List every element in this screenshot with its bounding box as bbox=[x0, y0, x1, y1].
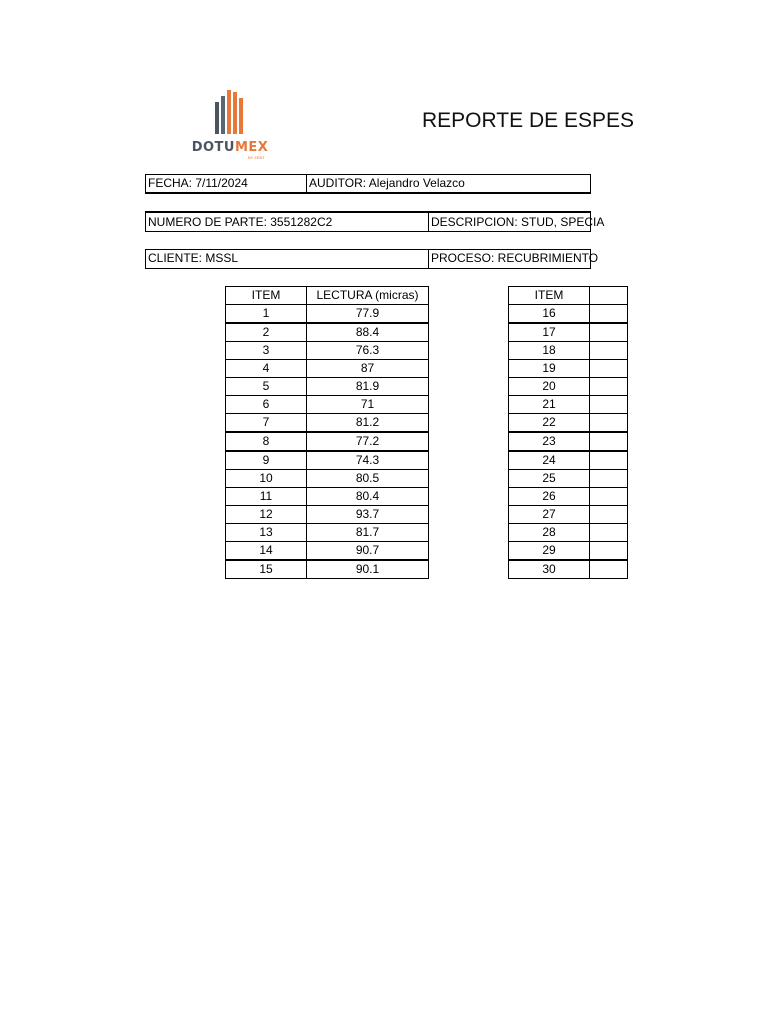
lectura-cell: 87 bbox=[307, 360, 429, 378]
item-cell: 28 bbox=[509, 524, 590, 542]
item-cell: 23 bbox=[509, 432, 590, 451]
item-cell: 11 bbox=[226, 488, 307, 506]
descripcion-field: DESCRIPCION: STUD, SPECIA bbox=[428, 211, 591, 232]
item-cell: 21 bbox=[509, 396, 590, 414]
item-cell: 18 bbox=[509, 342, 590, 360]
lectura-cell: 81.2 bbox=[307, 414, 429, 433]
item-cell: 17 bbox=[509, 323, 590, 342]
table-row bbox=[226, 396, 429, 414]
proceso-field: PROCESO: RECUBRIMIENTO bbox=[428, 249, 591, 269]
item-cell: 14 bbox=[226, 542, 307, 561]
table-row bbox=[509, 506, 628, 524]
item-cell: 24 bbox=[509, 451, 590, 470]
table-row bbox=[509, 396, 628, 414]
item-cell: 25 bbox=[509, 470, 590, 488]
table-row bbox=[226, 542, 429, 561]
table-row bbox=[509, 378, 628, 396]
cliente-field: CLIENTE: MSSL bbox=[145, 249, 429, 269]
report-title: REPORTE DE ESPES bbox=[422, 109, 635, 132]
table-row bbox=[509, 432, 628, 451]
item-cell: 5 bbox=[226, 378, 307, 396]
lectura-cell: 88.4 bbox=[307, 323, 429, 342]
lectura-cell: 80.5 bbox=[307, 470, 429, 488]
table-row bbox=[226, 342, 429, 360]
item-cell: 10 bbox=[226, 470, 307, 488]
logo-wordmark: DOTUMEX bbox=[191, 140, 269, 155]
table-row bbox=[226, 488, 429, 506]
lectura-cell: 71 bbox=[307, 396, 429, 414]
table-row bbox=[509, 524, 628, 542]
table-row bbox=[226, 360, 429, 378]
item-cell: 22 bbox=[509, 414, 590, 433]
table-row bbox=[226, 451, 429, 470]
fecha-field: FECHA: 7/11/2024 bbox=[145, 174, 307, 194]
readings-table-2-clip bbox=[508, 286, 591, 589]
lectura-cell: 77.9 bbox=[307, 305, 429, 324]
item-cell: 15 bbox=[226, 560, 307, 579]
lectura-cell: 90.7 bbox=[307, 542, 429, 561]
item-cell: 13 bbox=[226, 524, 307, 542]
item-cell: 27 bbox=[509, 506, 590, 524]
table-row bbox=[226, 414, 429, 433]
item-column-header: ITEM bbox=[226, 287, 307, 305]
lectura-cell: 74.3 bbox=[307, 451, 429, 470]
table-row bbox=[509, 342, 628, 360]
table-row bbox=[226, 305, 429, 324]
lectura-column-header: LECTURA (micras) bbox=[307, 287, 429, 305]
numero-parte-field: NUMERO DE PARTE: 3551282C2 bbox=[145, 211, 429, 232]
item-cell: 26 bbox=[509, 488, 590, 506]
table-row bbox=[226, 378, 429, 396]
table-row bbox=[509, 470, 628, 488]
readings-table-2 bbox=[508, 286, 628, 579]
lectura-cell: 76.3 bbox=[307, 342, 429, 360]
table-row bbox=[226, 432, 429, 451]
table-row bbox=[226, 506, 429, 524]
table-row bbox=[226, 470, 429, 488]
item-column-header: ITEM bbox=[509, 287, 590, 305]
lectura-cell: 80.4 bbox=[307, 488, 429, 506]
item-cell: 6 bbox=[226, 396, 307, 414]
item-cell: 3 bbox=[226, 342, 307, 360]
lectura-cell: 77.2 bbox=[307, 432, 429, 451]
logo-tagline: BY ZENT bbox=[248, 155, 265, 160]
lectura-cell: 93.7 bbox=[307, 506, 429, 524]
table-row bbox=[509, 560, 628, 579]
table-row bbox=[509, 542, 628, 561]
table-row bbox=[509, 414, 628, 433]
table-row bbox=[226, 524, 429, 542]
item-cell: 8 bbox=[226, 432, 307, 451]
item-cell: 29 bbox=[509, 542, 590, 561]
item-cell: 4 bbox=[226, 360, 307, 378]
dotumex-logo bbox=[186, 88, 278, 160]
item-cell: 9 bbox=[226, 451, 307, 470]
table-header-row bbox=[226, 287, 429, 305]
table-header-row bbox=[509, 287, 628, 305]
item-cell: 20 bbox=[509, 378, 590, 396]
item-cell: 1 bbox=[226, 305, 307, 324]
item-cell: 2 bbox=[226, 323, 307, 342]
table-row bbox=[509, 451, 628, 470]
table-row bbox=[509, 305, 628, 324]
readings-table-1 bbox=[225, 286, 429, 579]
item-cell: 16 bbox=[509, 305, 590, 324]
table-row bbox=[226, 560, 429, 579]
item-cell: 7 bbox=[226, 414, 307, 433]
table-row bbox=[226, 323, 429, 342]
table-row bbox=[509, 360, 628, 378]
lectura-cell: 90.1 bbox=[307, 560, 429, 579]
auditor-field: AUDITOR: Alejandro Velazco bbox=[306, 174, 591, 194]
item-cell: 30 bbox=[509, 560, 590, 579]
item-cell: 12 bbox=[226, 506, 307, 524]
table-row bbox=[509, 323, 628, 342]
lectura-cell: 81.7 bbox=[307, 524, 429, 542]
logo-bars-icon bbox=[186, 88, 274, 138]
lectura-cell: 81.9 bbox=[307, 378, 429, 396]
item-cell: 19 bbox=[509, 360, 590, 378]
table-row bbox=[509, 488, 628, 506]
